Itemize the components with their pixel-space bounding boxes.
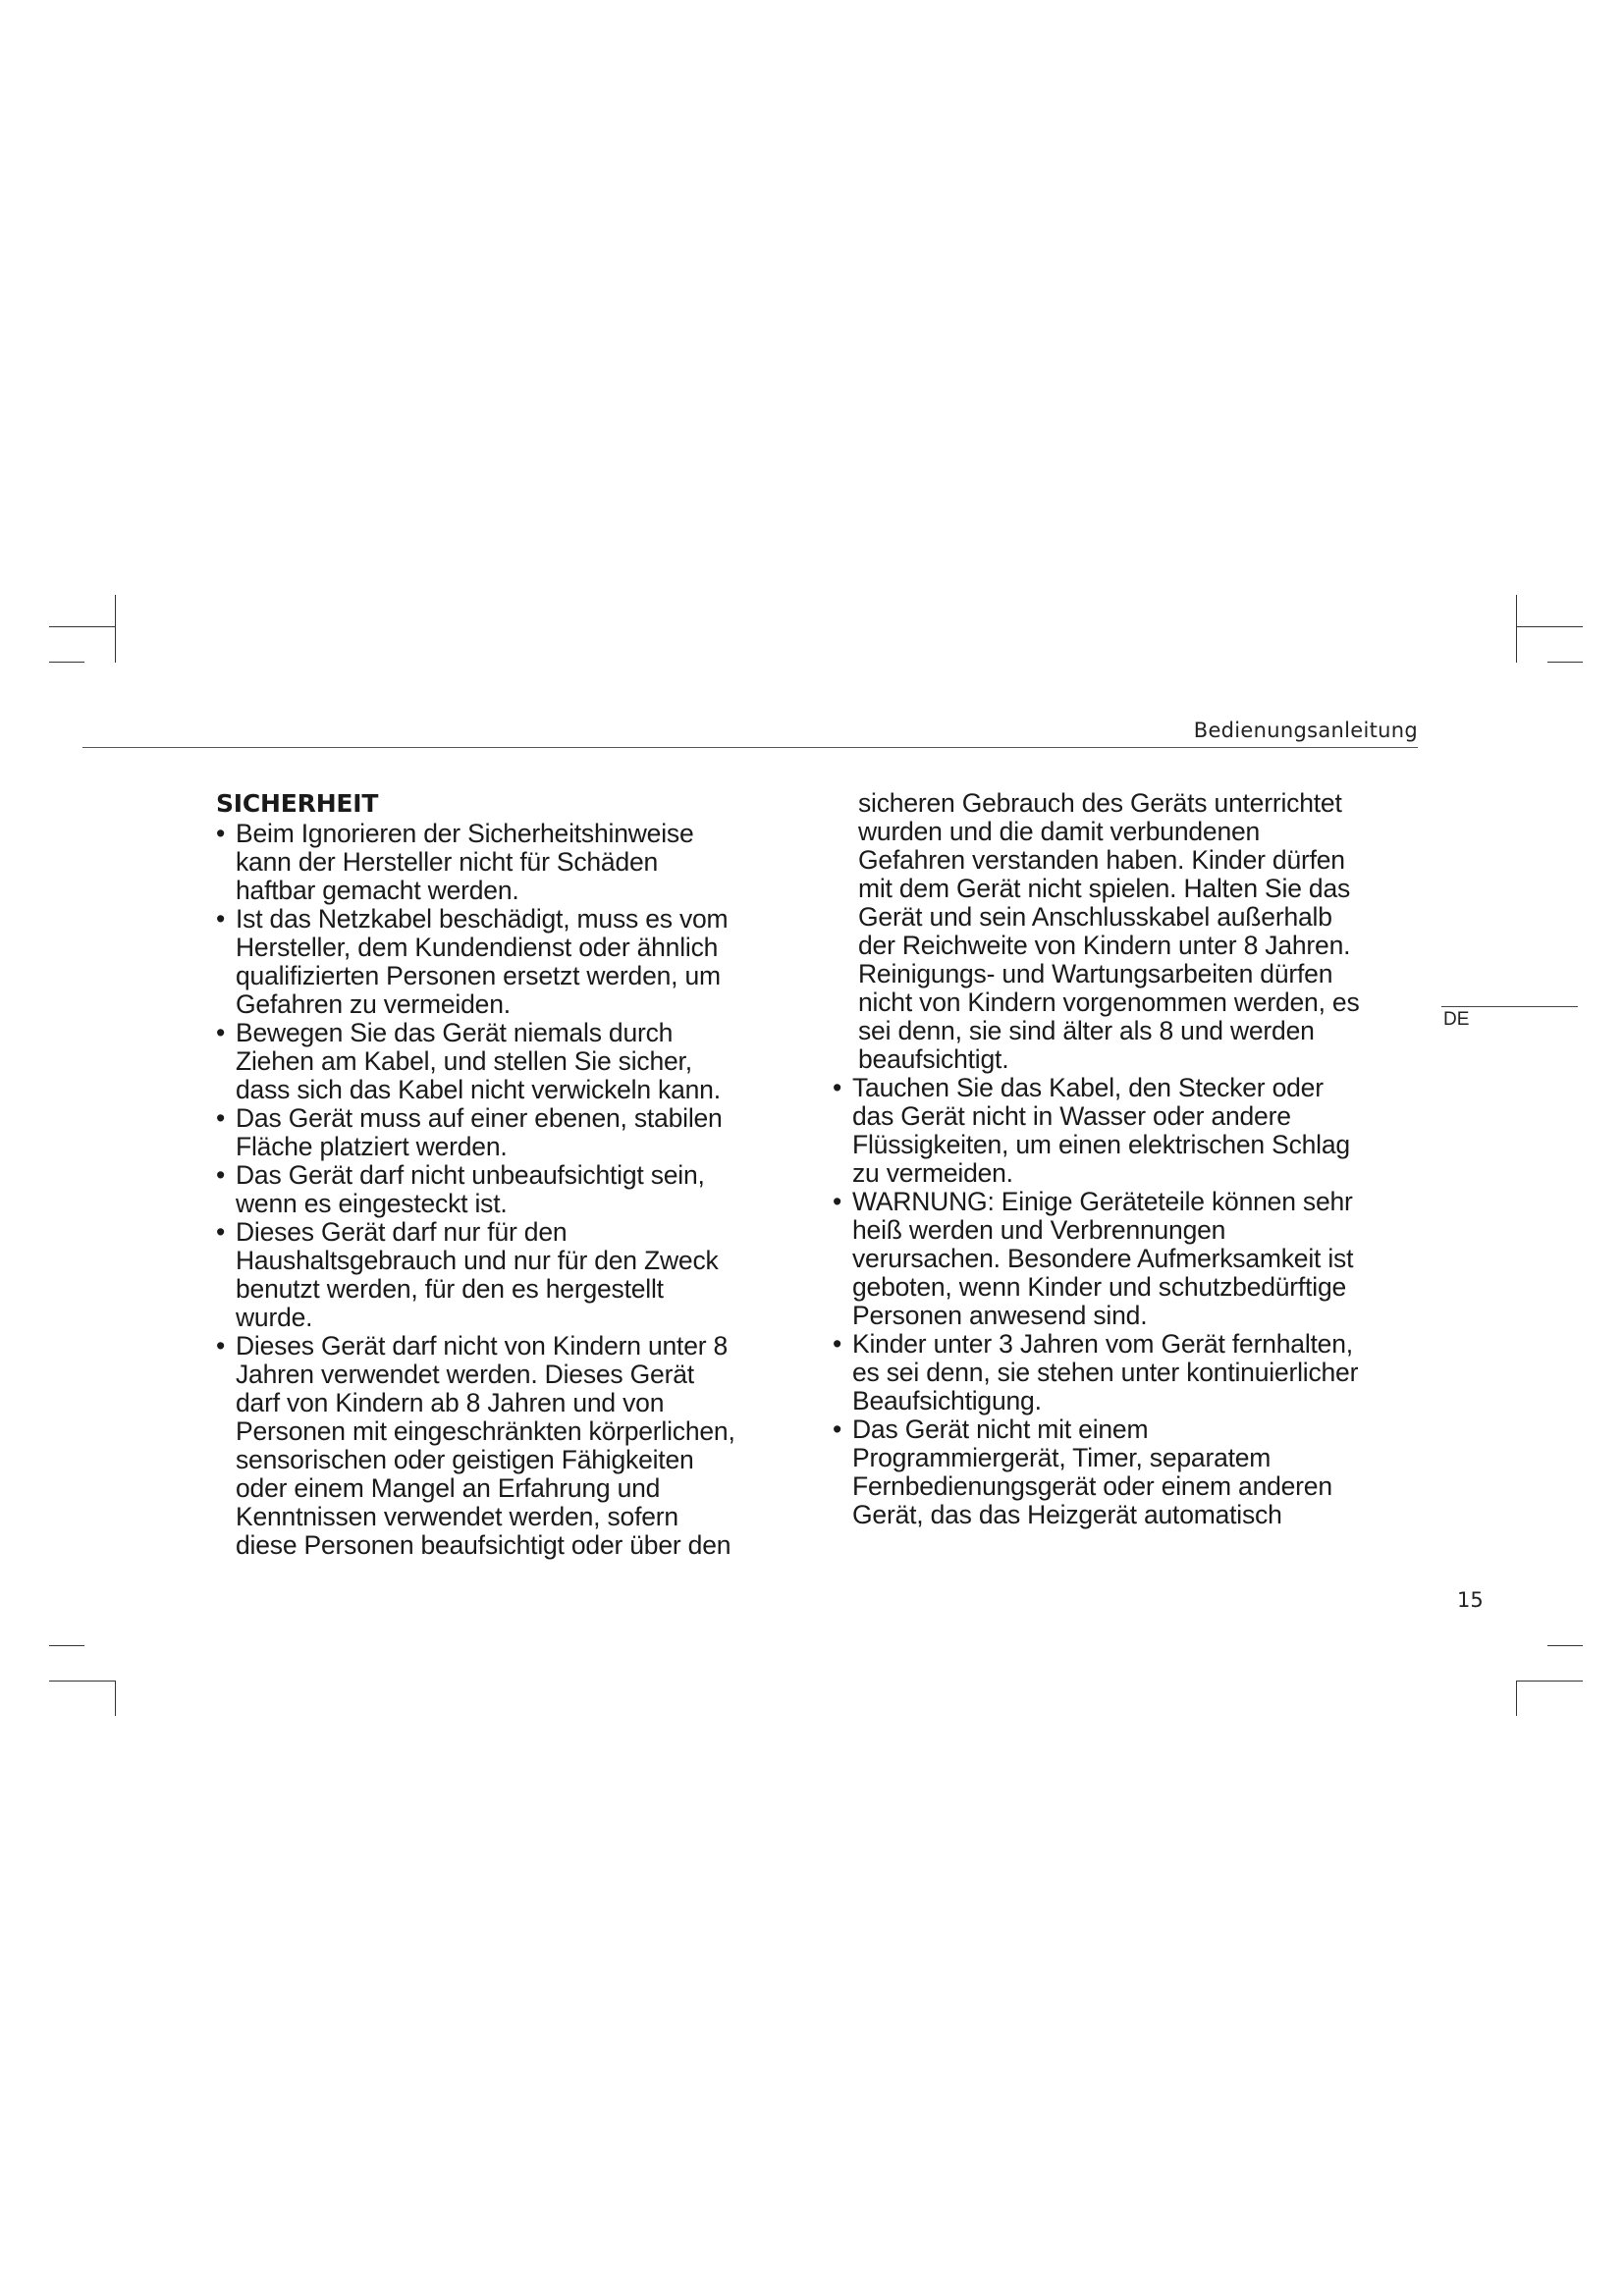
text-line: Gerät und sein Anschlusskabel außerhalb — [858, 902, 1332, 932]
bullet-item — [216, 905, 805, 1019]
text-line: Jahren verwendet werden. Dieses Gerät — [236, 1360, 694, 1389]
section-title: SICHERHEIT — [216, 789, 379, 818]
crop-mark-bottom-left-v — [115, 1681, 116, 1716]
text-line: beaufsichtigt. — [858, 1044, 1009, 1074]
crop-mark-top-left-h2 — [49, 662, 84, 663]
crop-mark-top-right-h — [1516, 626, 1583, 627]
bullet-symbol: • — [216, 1331, 226, 1361]
header-divider — [82, 747, 1418, 748]
crop-mark-top-right-v — [1516, 595, 1517, 663]
text-line: benutzt werden, für den es hergestellt — [236, 1274, 664, 1304]
text-line: Tauchen Sie das Kabel, den Stecker oder — [852, 1073, 1324, 1102]
text-line: Fläche platziert werden. — [236, 1132, 508, 1161]
text-line: Gerät, das das Heizgerät automatisch — [852, 1500, 1282, 1529]
bullet-item — [216, 1161, 805, 1218]
text-line: Gefahren zu vermeiden. — [236, 989, 511, 1019]
bullet-item — [216, 1019, 805, 1104]
text-line: Dieses Gerät darf nicht von Kindern unter 8 — [236, 1331, 729, 1361]
text-line: Haushaltsgebrauch und nur für den Zweck — [236, 1246, 719, 1275]
bullet-item — [833, 1415, 1422, 1529]
crop-mark-top-right-h2 — [1547, 662, 1583, 663]
bullet-item — [833, 1074, 1422, 1188]
text-line: wurden und die damit verbundenen — [858, 817, 1261, 846]
text-line: Fernbedienungsgerät oder einem anderen — [852, 1471, 1332, 1501]
manual-header-title: Bedienungsanleitung — [1193, 719, 1418, 742]
text-line: Beaufsichtigung. — [852, 1386, 1042, 1415]
crop-mark-top-left-h — [49, 626, 116, 627]
text-line: Das Gerät muss auf einer ebenen, stabilen — [236, 1103, 723, 1133]
bullet-item — [216, 1104, 805, 1161]
text-line: sei denn, sie sind älter als 8 und werden — [858, 1016, 1315, 1045]
bullet-item — [216, 1332, 805, 1560]
text-line: sensorischen oder geistigen Fähigkeiten — [236, 1445, 694, 1474]
left-text-column — [216, 789, 805, 1560]
bullet-symbol: • — [216, 904, 226, 934]
bullet-symbol: • — [216, 1217, 226, 1247]
text-line: es sei denn, sie stehen unter kontinuierlicher — [852, 1358, 1359, 1387]
bullet-symbol: • — [216, 1160, 226, 1190]
text-line: diese Personen beaufsichtigt oder über den — [236, 1530, 731, 1560]
bullet-symbol: • — [833, 1073, 842, 1102]
text-line: zu vermeiden. — [852, 1158, 1013, 1188]
text-line: Kinder unter 3 Jahren vom Gerät fernhalten, — [852, 1329, 1353, 1359]
text-line: wenn es eingesteckt ist. — [236, 1189, 508, 1218]
text-line: Das Gerät nicht mit einem — [852, 1415, 1149, 1444]
text-line: Flüssigkeiten, um einen elektrischen Schlag — [852, 1130, 1350, 1159]
text-line: Ziehen am Kabel, und stellen Sie sicher, — [236, 1046, 692, 1076]
text-line: kann der Hersteller nicht für Schäden — [236, 847, 659, 877]
text-line: sicheren Gebrauch des Geräts unterrichtet — [858, 788, 1342, 818]
crop-mark-bottom-left-h2 — [49, 1645, 84, 1646]
text-line: verursachen. Besondere Aufmerksamkeit ist — [852, 1244, 1354, 1273]
text-line: Personen anwesend sind. — [852, 1301, 1148, 1330]
bullet-symbol: • — [833, 1187, 842, 1216]
crop-mark-bottom-right-v — [1516, 1681, 1517, 1716]
text-line: Personen mit eingeschränkten körperlichen, — [236, 1416, 735, 1446]
crop-mark-bottom-right-h2 — [1547, 1645, 1583, 1646]
text-line: Hersteller, dem Kundendienst oder ähnlich — [236, 933, 719, 962]
text-line: Reinigungs- und Wartungsarbeiten dürfen — [858, 959, 1333, 988]
text-line: das Gerät nicht in Wasser oder andere — [852, 1101, 1291, 1131]
bullet-item — [216, 1218, 805, 1332]
bullet-symbol: • — [216, 819, 226, 848]
crop-mark-top-left-v — [115, 595, 116, 663]
crop-mark-bottom-right-h — [1516, 1681, 1583, 1682]
text-line: oder einem Mangel an Erfahrung und — [236, 1473, 661, 1503]
crop-mark-bottom-left-h — [49, 1681, 116, 1682]
text-line: geboten, wenn Kinder und schutzbedürftige — [852, 1272, 1347, 1302]
page-number: 15 — [1457, 1588, 1484, 1612]
text-line: Bewegen Sie das Gerät niemals durch — [236, 1018, 674, 1047]
text-line: nicht von Kindern vorgenommen werden, es — [858, 988, 1360, 1017]
text-line: heiß werden und Verbrennungen — [852, 1215, 1226, 1245]
bullet-item — [833, 1330, 1422, 1415]
text-line: darf von Kindern ab 8 Jahren und von — [236, 1388, 665, 1417]
text-line: Das Gerät darf nicht unbeaufsichtigt sein, — [236, 1160, 705, 1190]
text-line: qualifizierten Personen ersetzt werden, um — [236, 961, 721, 990]
text-line: Beim Ignorieren der Sicherheitshinweise — [236, 819, 694, 848]
bullet-symbol: • — [833, 1415, 842, 1444]
text-line: WARNUNG: Einige Geräteteile können sehr — [852, 1187, 1353, 1216]
right-text-column — [833, 789, 1422, 1529]
bullet-item — [216, 820, 805, 905]
text-line: Programmiergerät, Timer, separatem — [852, 1443, 1272, 1472]
text-line: mit dem Gerät nicht spielen. Halten Sie das — [858, 874, 1351, 903]
text-line: Gefahren verstanden haben. Kinder dürfen — [858, 845, 1345, 875]
language-tab-rule — [1441, 1006, 1578, 1007]
bullet-item — [833, 1188, 1422, 1330]
bullet-symbol: • — [216, 1103, 226, 1133]
text-line: Dieses Gerät darf nur für den — [236, 1217, 568, 1247]
bullet-symbol: • — [216, 1018, 226, 1047]
text-line: haftbar gemacht werden. — [236, 876, 519, 905]
continued-paragraph — [833, 789, 1422, 1074]
text-line: der Reichweite von Kindern unter 8 Jahren. — [858, 931, 1351, 960]
right-bullet-list — [833, 1074, 1422, 1529]
language-tag: DE — [1443, 1009, 1470, 1030]
text-line: Kenntnissen verwendet werden, sofern — [236, 1502, 678, 1531]
text-line: dass sich das Kabel nicht verwickeln kann. — [236, 1075, 721, 1104]
text-line: Ist das Netzkabel beschädigt, muss es vom — [236, 904, 729, 934]
text-line: wurde. — [236, 1303, 313, 1332]
left-bullet-list — [216, 820, 805, 1560]
bullet-symbol: • — [833, 1329, 842, 1359]
